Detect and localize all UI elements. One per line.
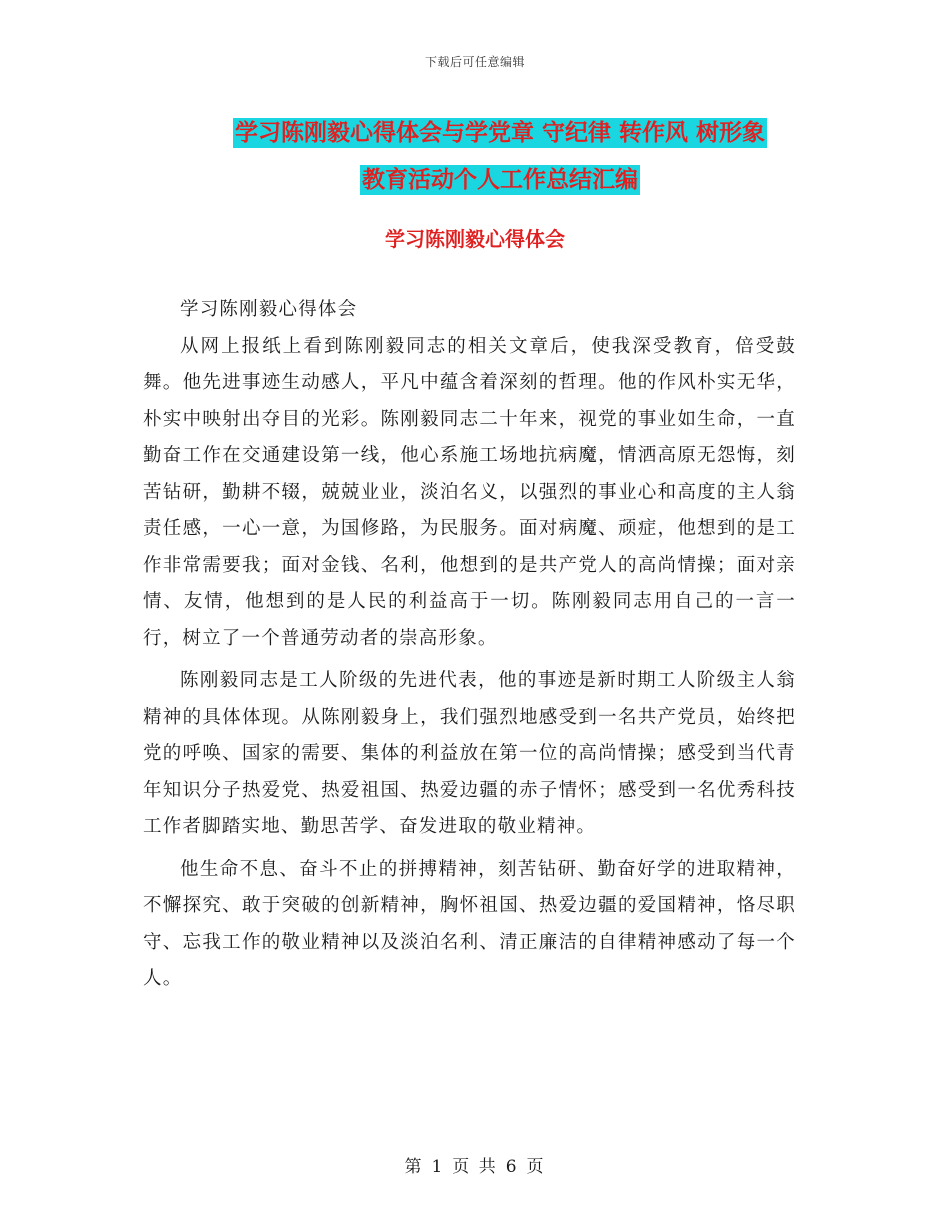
footer-total-pages: 6 bbox=[505, 1157, 519, 1177]
body-text bbox=[143, 292, 796, 998]
header-note: 下载后可任意编辑 bbox=[424, 55, 525, 69]
paragraph: 他生命不息、奋斗不止的拼搏精神，刻苦钻研、勤奋好学的进取精神，不懈探究、敢于突破的创新精神，胸怀祖国、热爱边疆的爱国精神，恪尽职守、忘我工作的敬业精神以及淡泊名利、清正廉洁的自律精神感动了每一个人。 bbox=[143, 858, 796, 989]
document-title-line-1: 学习陈刚毅心得体会与学党章 守纪律 转作风 树形象 bbox=[234, 120, 766, 146]
document-title-line-2: 教育活动个人工作总结汇编 bbox=[362, 167, 638, 193]
footer-current-page: 1 bbox=[431, 1157, 445, 1177]
page-number-footer bbox=[0, 1152, 950, 1177]
paragraph: 陈刚毅同志是工人阶级的先进代表，他的事迹是新时期工人阶级主人翁精神的具体体现。从陈刚毅身上，我们强烈地感受到一名共产党员，始终把党的呼唤、国家的需要、集体的利益放在第一位的高尚情操；感受到当代青年知识分子热爱党、热爱祖国、热爱边疆的赤子情怀；感受到一名优秀科技工作者脚踏实地、勤思苦学、奋发进取的敬业精神。 bbox=[143, 670, 796, 837]
paragraph: 从网上报纸上看到陈刚毅同志的相关文章后，使我深受教育，倍受鼓舞。他先进事迹生动感人，平凡中蕴含着深刻的哲理。他的作风朴实无华，朴实中映射出夺目的光彩。陈刚毅同志二十年来，视党的事业如生命，一直勤奋工作在交通建设第一线，他心系施工场地抗病魔，情洒高原无怨悔，刻苦钻研，勤耕不辍，兢兢业业，淡泊名义，以强烈的事业心和高度的主人翁责任感，一心一意，为国修路，为民服务。面对病魔、顽症，他想到的是工作非常需要我；面对金钱、名利，他想到的是共产党人的高尚情操；面对亲情、友情，他想到的是人民的利益高于一切。陈刚毅同志用自己的一言一行，树立了一个普通劳动者的崇高形象。 bbox=[143, 335, 796, 649]
footer-middle: 页 共 bbox=[452, 1157, 498, 1177]
document-title bbox=[130, 110, 870, 204]
section-title: 学习陈刚毅心得体会 bbox=[385, 227, 565, 251]
paragraph-subtitle: 学习陈刚毅心得体会 bbox=[180, 299, 358, 320]
footer-prefix: 第 bbox=[404, 1157, 424, 1177]
footer-suffix: 页 bbox=[526, 1157, 546, 1177]
